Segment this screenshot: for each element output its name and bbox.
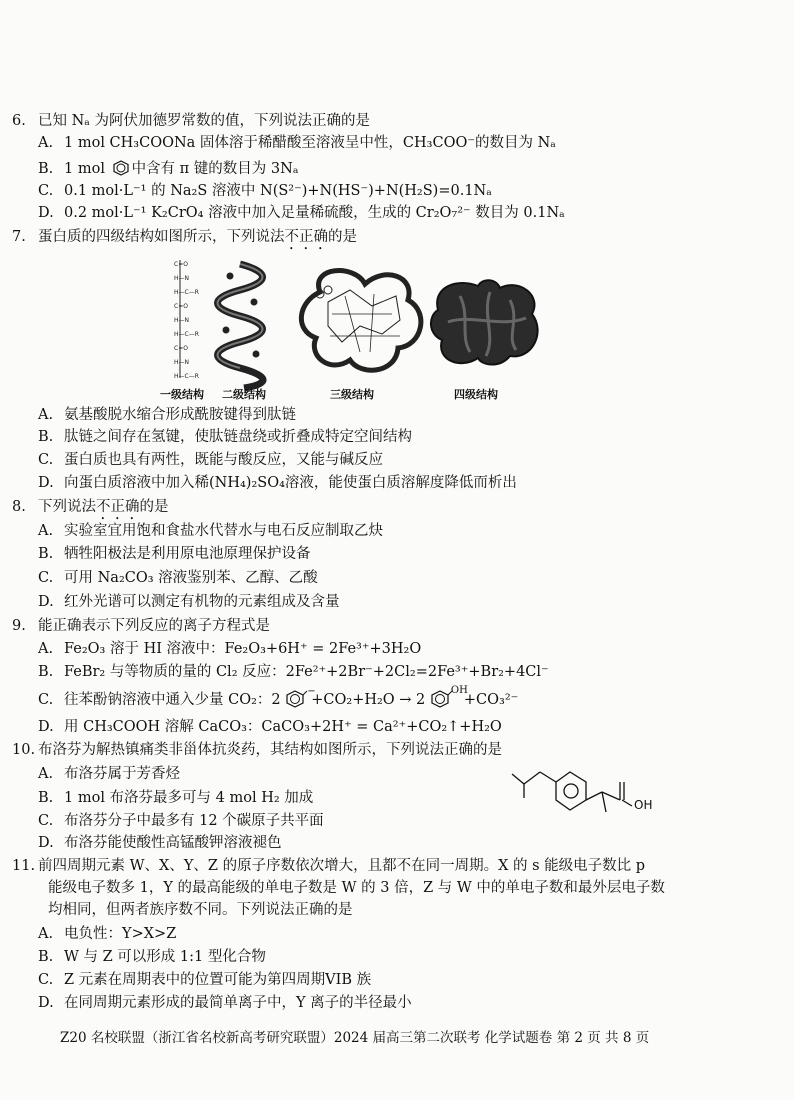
phenoxide-structure: − bbox=[285, 690, 311, 708]
option-6d: D. 0.2 mol·L⁻¹ K₂CrO₄ 溶液中加入足量稀硫酸，生成的 Cr₂O₇²⁻ 数目为 0.1Nₐ bbox=[38, 205, 565, 221]
option-7a: A. 氨基酸脱水缩合形成酰胺键得到肽链 bbox=[38, 407, 296, 423]
option-7d: D. 向蛋白质溶液中加入稀(NH₄)₂SO₄溶液，能使蛋白质溶解度降低而析出 bbox=[38, 475, 517, 491]
option-11a: A. 电负性：Y>X>Z bbox=[38, 926, 177, 942]
option-7c: C. 蛋白质也具有两性，既能与酸反应，又能与碱反应 bbox=[38, 452, 383, 468]
ibuprofen-structure bbox=[506, 764, 686, 832]
option-11d: D. 在同周期元素形成的最简单离子中，Y 离子的半径最小 bbox=[38, 995, 412, 1011]
option-10b: B. 1 mol 布洛芬最多可与 4 mol H₂ 加成 bbox=[38, 790, 314, 806]
option-8c: C. 可用 Na₂CO₃ 溶液鉴别苯、乙醇、乙酸 bbox=[38, 570, 318, 586]
question-7: 7. 蛋白质的四级结构如图所示，下列说法不正确的是 bbox=[12, 229, 357, 245]
protein-structure-illustration bbox=[160, 256, 540, 404]
option-6b: B. 1 mol 中含有 π 键的数目为 3Nₐ bbox=[38, 161, 299, 177]
figure-label-secondary: 二级结构 bbox=[222, 388, 266, 401]
question-11: 11. 前四周期元素 W、X、Y、Z 的原子序数依次增大，且都不在同一周期。X 的 s 能级电子数比 p 能级电子数多 1，Y 的最高能级的单电子数是 W 的 3 倍，Z 与 W 中的单电子数和最外层电子数 均相同，但两者族序数不同。下列说法正确的是 bbox=[12, 855, 752, 921]
option-8a: A. 实验室宜用饱和食盐水代替水与电石反应制取乙炔 bbox=[38, 523, 383, 539]
svg-text:H—C—R: H—C—R bbox=[174, 289, 199, 296]
benzene-ring-icon bbox=[112, 160, 130, 176]
page-footer: Z20 名校联盟（浙江省名校新高考研究联盟）2024 届高三第二次联考 化学试题卷 第 2 页 共 8 页 bbox=[60, 1030, 650, 1046]
option-10c: C. 布洛芬分子中最多有 12 个碳原子共平面 bbox=[38, 813, 324, 829]
option-7b: B. 肽链之间存在氢键，使肽链盘绕或折叠成特定空间结构 bbox=[38, 429, 412, 445]
figure-label-quaternary: 四级结构 bbox=[454, 388, 498, 401]
option-9c: C. 往苯酚钠溶液中通入少量 CO₂：2 − +CO₂+H₂O → 2 OH +CO₃²⁻ bbox=[38, 685, 519, 708]
option-6c: C. 0.1 mol·L⁻¹ 的 Na₂S 溶液中 N(S²⁻)+N(HS⁻)+N(H₂S)=0.1Nₐ bbox=[38, 183, 492, 199]
option-10d: D. 布洛芬能使酸性高锰酸钾溶液褪色 bbox=[38, 835, 282, 851]
phenol-structure: OH bbox=[430, 690, 464, 708]
option-9b: B. FeBr₂ 与等物质的量的 Cl₂ 反应：2Fe²⁺+2Br⁻+2Cl₂=2Fe³⁺+Br₂+4Cl⁻ bbox=[38, 664, 549, 680]
svg-text:C=O: C=O bbox=[174, 345, 188, 352]
tertiary-structure-fold bbox=[301, 271, 421, 371]
option-8b: B. 牺牲阳极法是利用原电池原理保护设备 bbox=[38, 546, 311, 562]
option-9a: A. Fe₂O₃ 溶于 HI 溶液中：Fe₂O₃+6H⁺ = 2Fe³⁺+3H₂O bbox=[38, 641, 422, 657]
primary-structure-chain bbox=[174, 260, 199, 380]
question-6 bbox=[12, 110, 772, 132]
svg-text:H—C—R: H—C—R bbox=[174, 373, 199, 380]
svg-text:H—N: H—N bbox=[174, 275, 189, 282]
svg-text:C=O: C=O bbox=[174, 303, 188, 310]
hydroxyl-group-label: OH bbox=[634, 798, 653, 812]
option-8d: D. 红外光谱可以测定有机物的元素组成及含量 bbox=[38, 594, 340, 610]
question-stem: 已知 Nₐ 为阿伏加德罗常数的值，下列说法正确的是 bbox=[38, 113, 370, 129]
quaternary-structure-subunits bbox=[431, 280, 538, 364]
question-8: 8. 下列说法不正确的是 bbox=[12, 499, 169, 515]
svg-text:H—C—R: H—C—R bbox=[174, 331, 199, 338]
question-number: 6. bbox=[12, 113, 26, 129]
benzene-ring-icon bbox=[430, 690, 450, 708]
question-stem-line: 均相同，但两者族序数不同。下列说法正确的是 bbox=[48, 902, 353, 918]
option-10a: A. 布洛芬属于芳香烃 bbox=[38, 766, 180, 782]
question-stem-line: 前四周期元素 W、X、Y、Z 的原子序数依次增大，且都不在同一周期。X 的 s 能级电子数比 p bbox=[38, 858, 646, 874]
option-11c: C. Z 元素在周期表中的位置可能为第四周期VIB 族 bbox=[38, 972, 372, 988]
svg-text:C=O: C=O bbox=[174, 261, 188, 268]
figure-label-primary: 一级结构 bbox=[160, 388, 204, 401]
svg-text:H—N: H—N bbox=[174, 317, 189, 324]
svg-text:H—N: H—N bbox=[174, 359, 189, 366]
secondary-structure-helix bbox=[218, 264, 264, 388]
question-10: 10. 布洛芬为解热镇痛类非甾体抗炎药，其结构如图所示，下列说法正确的是 bbox=[12, 742, 502, 758]
benzene-ring-icon bbox=[285, 690, 305, 708]
option-9d: D. 用 CH₃COOH 溶解 CaCO₃：CaCO₃+2H⁺ = Ca²⁺+CO₂↑+H₂O bbox=[38, 719, 502, 735]
option-6a: A. 1 mol CH₃COONa 固体溶于稀醋酸至溶液呈中性，CH₃COO⁻的数目为 Nₐ bbox=[38, 135, 556, 151]
protein-structure-figure bbox=[160, 256, 540, 404]
option-11b: B. W 与 Z 可以形成 1:1 型化合物 bbox=[38, 949, 266, 965]
question-9: 9. 能正确表示下列反应的离子方程式是 bbox=[12, 618, 270, 634]
ibuprofen-skeletal-formula bbox=[506, 764, 686, 832]
figure-label-tertiary: 三级结构 bbox=[330, 388, 374, 401]
question-stem-line: 能级电子数多 1，Y 的最高能级的单电子数是 W 的 3 倍，Z 与 W 中的单电子数和最外层电子数 bbox=[48, 880, 665, 896]
